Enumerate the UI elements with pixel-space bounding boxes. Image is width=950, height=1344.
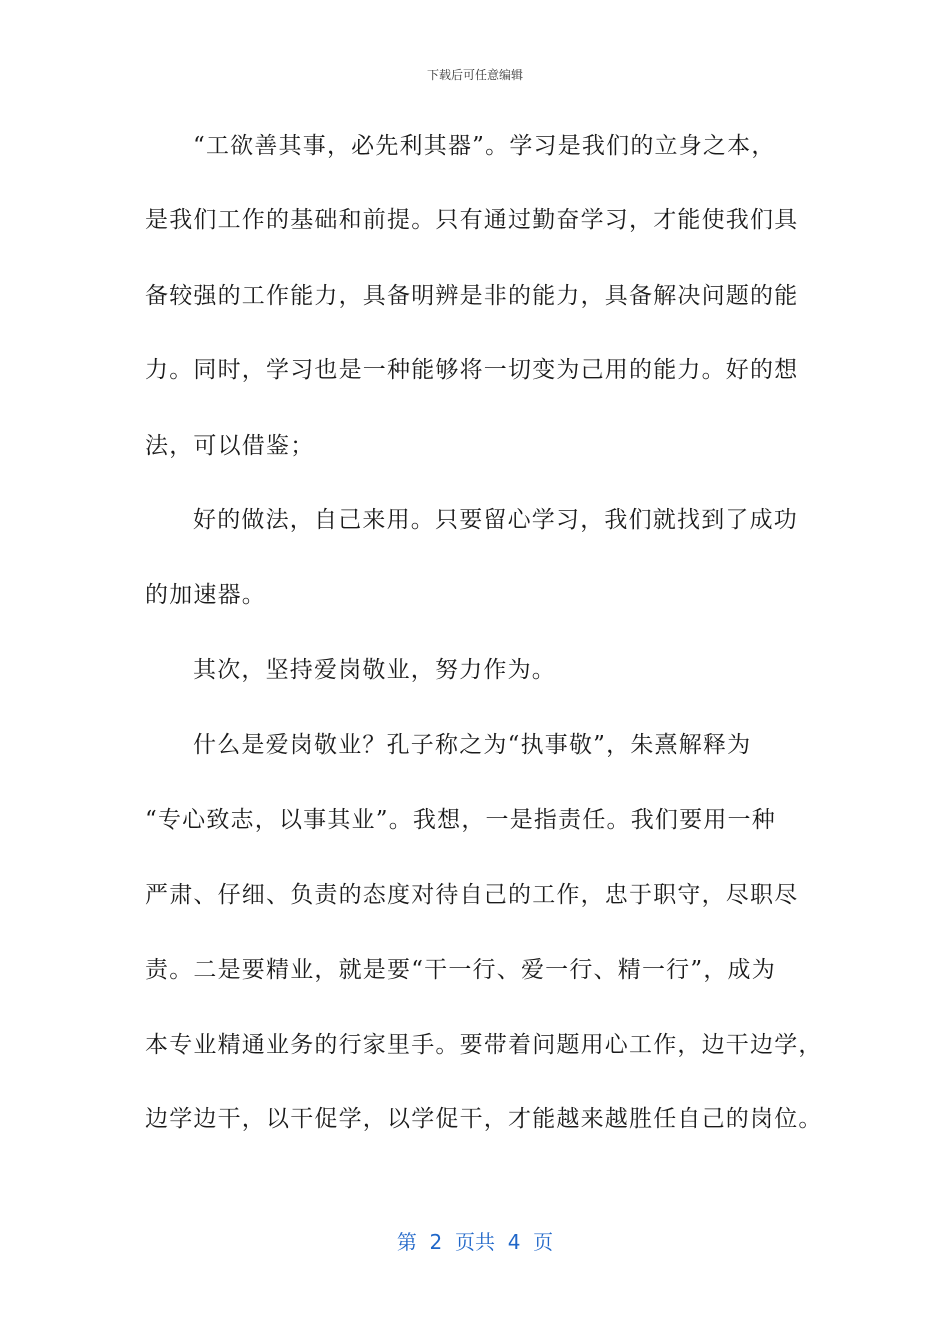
page-number-footer: 第 2 页共 4 页 [396,1230,554,1254]
page-header: 下载后可任意编辑 [426,68,523,82]
body-line-8: 其次，坚持爱岗敬业，努力作为。 [193,657,556,683]
body-line-11: 严肃、仔细、负责的态度对待自己的工作，忠于职守，尽职尽 [145,882,799,908]
body-line-7: 的加速器。 [145,582,266,608]
body-line-9: 什么是爱岗敬业？孔子称之为“执事敬”，朱熹解释为 [193,732,752,758]
body-line-2: 是我们工作的基础和前提。只有通过勤奋学习，才能使我们具 [145,207,799,233]
body-line-1: “工欲善其事，必先利其器”。学习是我们的立身之本， [193,133,776,159]
body-line-13: 本专业精通业务的行家里手。要带着问题用心工作，边干边学， [145,1032,823,1058]
body-line-14: 边学边干，以干促学，以学促干，才能越来越胜任自己的岗位。 [145,1106,823,1132]
body-line-4: 力。同时，学习也是一种能够将一切变为己用的能力。好的想 [145,357,799,383]
body-line-12: 责。二是要精业，就是要“干一行、爱一行、精一行”，成为 [145,957,776,983]
body-line-3: 备较强的工作能力，具备明辨是非的能力，具备解决问题的能 [145,283,799,309]
body-line-5: 法，可以借鉴； [145,433,315,459]
body-line-10: “专心致志，以事其业”。我想，一是指责任。我们要用一种 [145,807,776,833]
body-line-6: 好的做法，自己来用。只要留心学习，我们就找到了成功 [193,507,798,533]
